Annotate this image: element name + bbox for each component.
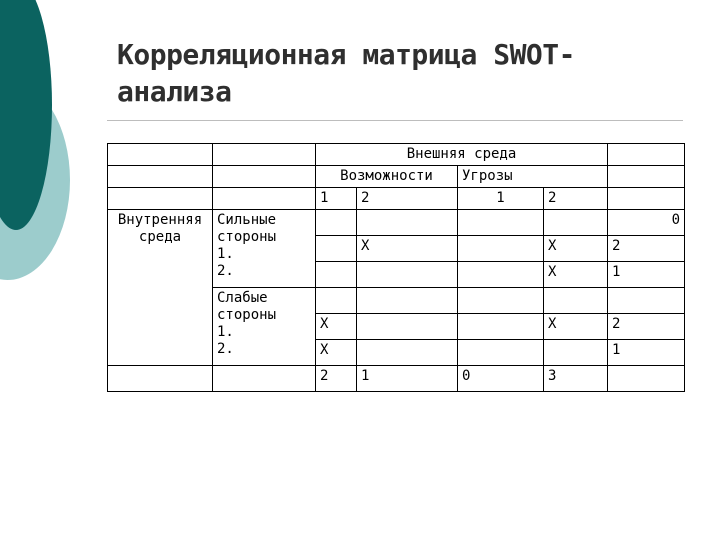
cell — [357, 340, 458, 366]
empty-cell — [608, 188, 685, 210]
cell: X — [357, 236, 458, 262]
cell: X — [544, 314, 608, 340]
cell — [544, 340, 608, 366]
strengths-label: Сильные стороны 1. 2. — [213, 210, 316, 288]
cell — [544, 288, 608, 314]
cell — [316, 236, 357, 262]
empty-cell — [108, 144, 213, 166]
cell — [544, 210, 608, 236]
col-number-o1: 1 — [316, 188, 357, 210]
totals-row — [108, 366, 685, 392]
empty-cell — [608, 144, 685, 166]
opportunities-header: Возможности — [316, 166, 458, 188]
swot-correlation-matrix — [107, 143, 685, 392]
column-total: 1 — [357, 366, 458, 392]
cell: X — [316, 314, 357, 340]
cell — [458, 288, 544, 314]
cell — [458, 340, 544, 366]
cell: X — [544, 262, 608, 288]
empty-cell — [108, 366, 213, 392]
cell — [316, 288, 357, 314]
header-row-numbers — [108, 188, 685, 210]
empty-cell — [608, 366, 685, 392]
slide-title: Корреляционная матрица SWOT-анализа — [117, 38, 576, 108]
header-row-groups — [108, 166, 685, 188]
empty-cell — [213, 166, 316, 188]
internal-environment-label: Внутренняя среда — [108, 210, 213, 366]
empty-cell — [213, 188, 316, 210]
empty-cell — [108, 188, 213, 210]
title-divider — [107, 120, 683, 121]
column-total: 3 — [544, 366, 608, 392]
col-number-t1: 1 — [458, 188, 544, 210]
header-row-external — [108, 144, 685, 166]
column-total: 0 — [458, 366, 544, 392]
row-total: 2 — [608, 236, 685, 262]
cell — [357, 210, 458, 236]
cell — [357, 288, 458, 314]
cell — [458, 210, 544, 236]
empty-cell — [213, 144, 316, 166]
col-number-o2: 2 — [357, 188, 458, 210]
cell: X — [316, 340, 357, 366]
cell — [458, 262, 544, 288]
column-total: 2 — [316, 366, 357, 392]
strengths-row-1 — [108, 210, 685, 236]
row-total: 1 — [608, 262, 685, 288]
cell — [357, 262, 458, 288]
row-total: 1 — [608, 340, 685, 366]
cell — [458, 236, 544, 262]
cell — [316, 262, 357, 288]
empty-cell — [213, 366, 316, 392]
row-total — [608, 288, 685, 314]
cell: X — [544, 236, 608, 262]
col-number-t2: 2 — [544, 188, 608, 210]
threats-header: Угрозы — [458, 166, 608, 188]
cell — [316, 210, 357, 236]
cell — [357, 314, 458, 340]
empty-cell — [608, 166, 685, 188]
cell — [458, 314, 544, 340]
row-total: 2 — [608, 314, 685, 340]
row-total: 0 — [608, 210, 685, 236]
external-environment-header: Внешняя среда — [316, 144, 608, 166]
weaknesses-label: Слабые стороны 1. 2. — [213, 288, 316, 366]
empty-cell — [108, 166, 213, 188]
